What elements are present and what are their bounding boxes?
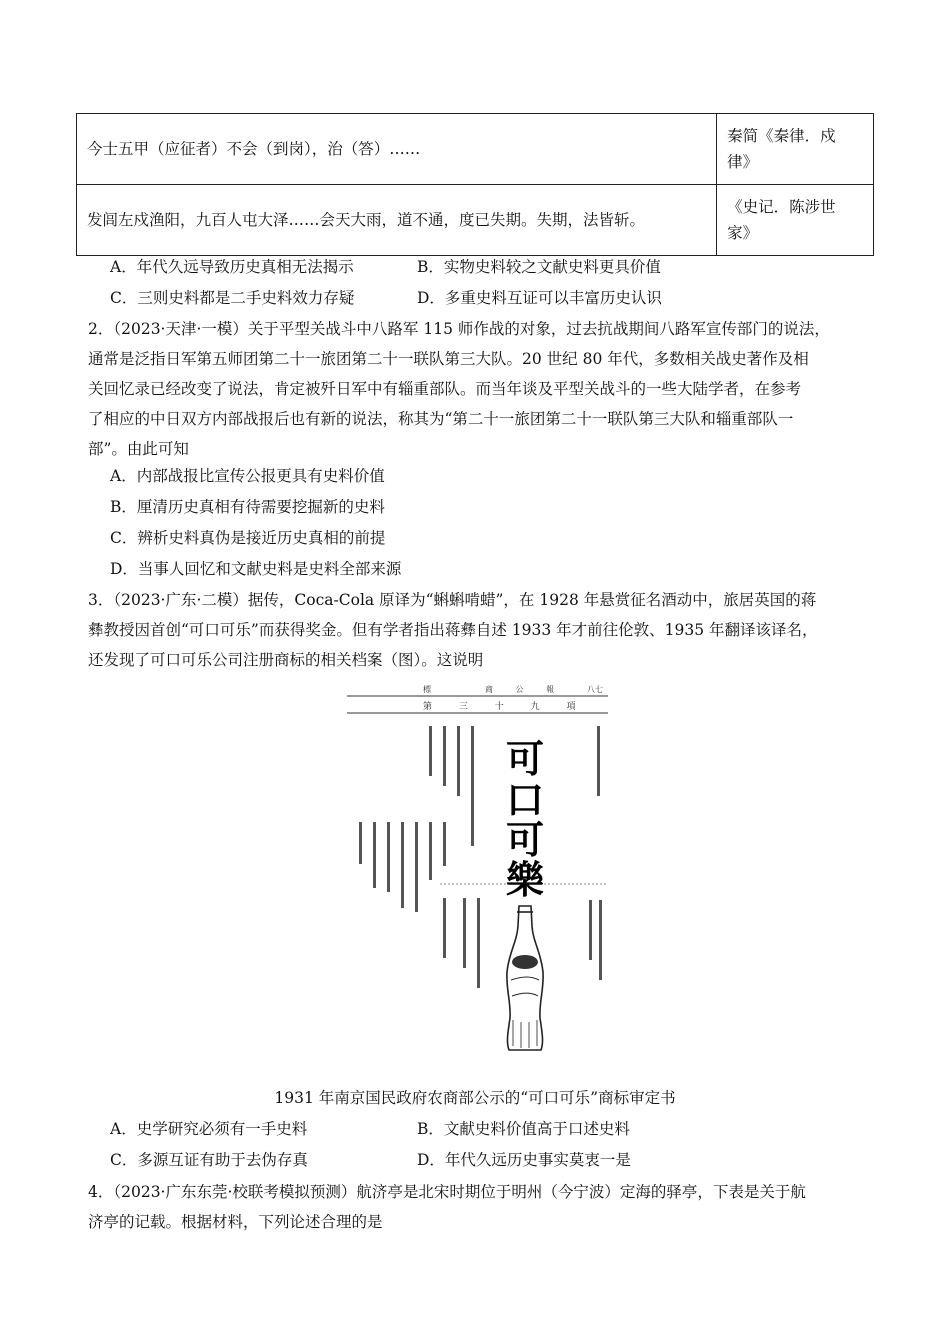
source-line: 《史记．陈涉世 bbox=[727, 198, 836, 216]
figure-header-left: 標 bbox=[423, 685, 431, 694]
source-line: 律》 bbox=[727, 153, 759, 171]
source-table bbox=[76, 113, 874, 256]
q2-option-c: C．辨析史料真伪是接近历史真相的前提 bbox=[110, 529, 386, 547]
q2-stem-line: 通常是泛指日军第五师团第二十一旅团第二十一联队第三大队。20 世纪 80 年代，多数相关战史著作及相 bbox=[88, 350, 809, 368]
q1-option-c: C．三则史料都是二手史料效力存疑 bbox=[110, 289, 355, 307]
q3-option-d: D．年代久远历史事实莫衷一是 bbox=[417, 1151, 631, 1169]
logo-char: 可 bbox=[505, 817, 545, 862]
table-cell-source bbox=[717, 114, 874, 185]
figure-section-title: 第 三 十 九 項 bbox=[423, 702, 588, 712]
logo-char: 樂 bbox=[505, 857, 545, 902]
q2-option-b: B．厘清历史真相有待需要挖掘新的史料 bbox=[110, 498, 385, 516]
source-line: 家》 bbox=[727, 224, 759, 242]
table-row bbox=[77, 114, 874, 185]
table-cell-text: 发闾左戍渔阳，九百人屯大泽……会天大雨，道不通，度已失期。失期，法皆斩。 bbox=[77, 185, 717, 256]
logo-char: 口 bbox=[505, 777, 545, 822]
table-cell-source bbox=[717, 185, 874, 256]
logo-char: 可 bbox=[505, 736, 545, 781]
q1-option-a: A．年代久远导致历史真相无法揭示 bbox=[110, 258, 354, 276]
figure-header-right: 八七 bbox=[587, 685, 603, 694]
q3-option-a: A．史学研究必须有一手史料 bbox=[110, 1120, 308, 1138]
q1-option-b: B．实物史料较之文献史料更具价值 bbox=[417, 258, 661, 276]
q4-stem-line: 济亭的记载。根据材料，下列论述合理的是 bbox=[88, 1213, 383, 1231]
q3-stem-line: 3．（2023·广东·二模）据传，Coca-Cola 原译为“蝌蝌啃蜡”，在 1928 年悬赏征名酒动中，旅居英国的蒋 bbox=[88, 591, 817, 609]
trademark-document-figure bbox=[345, 680, 610, 1052]
q2-option-d: D．当事人回忆和文献史料是史料全部来源 bbox=[110, 560, 402, 578]
figure-caption: 1931 年南京国民政府农商部公示的“可口可乐”商标审定书 bbox=[274, 1089, 676, 1107]
figure-header-mid: 商 公 報 bbox=[485, 685, 565, 694]
q2-stem-line: 关回忆录已经改变了说法，肯定被歼日军中有辎重部队。而当年谈及平型关战斗的一些大陆学者，在参考 bbox=[88, 380, 802, 398]
q1-option-d: D．多重史料互证可以丰富历史认识 bbox=[417, 289, 662, 307]
q3-option-c: C．多源互证有助于去伪存真 bbox=[110, 1151, 308, 1169]
q3-option-b: B．文献史料价值高于口述史料 bbox=[417, 1120, 630, 1138]
table-cell-text: 今士五甲（应征者）不会（到岗），治（答）…… bbox=[77, 114, 717, 185]
q3-stem-line: 还发现了可口可乐公司注册商标的相关档案（图）。这说明 bbox=[88, 651, 484, 669]
q2-stem-line: 了相应的中日双方内部战报后也有新的说法，称其为“第二十一旅团第二十一联队第三大队和辎重部队一 bbox=[88, 410, 794, 428]
q2-stem-line: 2．（2023·天津·一模）关于平型关战斗中八路军 115 师作战的对象，过去抗战期间八路军宣传部门的说法， bbox=[88, 320, 830, 338]
table-row bbox=[77, 185, 874, 256]
q4-stem-line: 4．（2023·广东东莞·校联考模拟预测）航济亭是北宋时期位于明州（今宁波）定海的驿亭，下表是关于航 bbox=[88, 1183, 806, 1201]
q2-option-a: A．内部战报比宣传公报更具有史料价值 bbox=[110, 467, 385, 485]
q3-stem-line: 彝教授因首创“可口可乐”而获得奖金。但有学者指出蒋彝自述 1933 年才前往伦敦、1935 年翻译该译名， bbox=[88, 621, 818, 639]
source-line: 秦简《秦律．戍 bbox=[727, 127, 836, 145]
q2-stem-line: 部”。由此可知 bbox=[88, 440, 189, 458]
